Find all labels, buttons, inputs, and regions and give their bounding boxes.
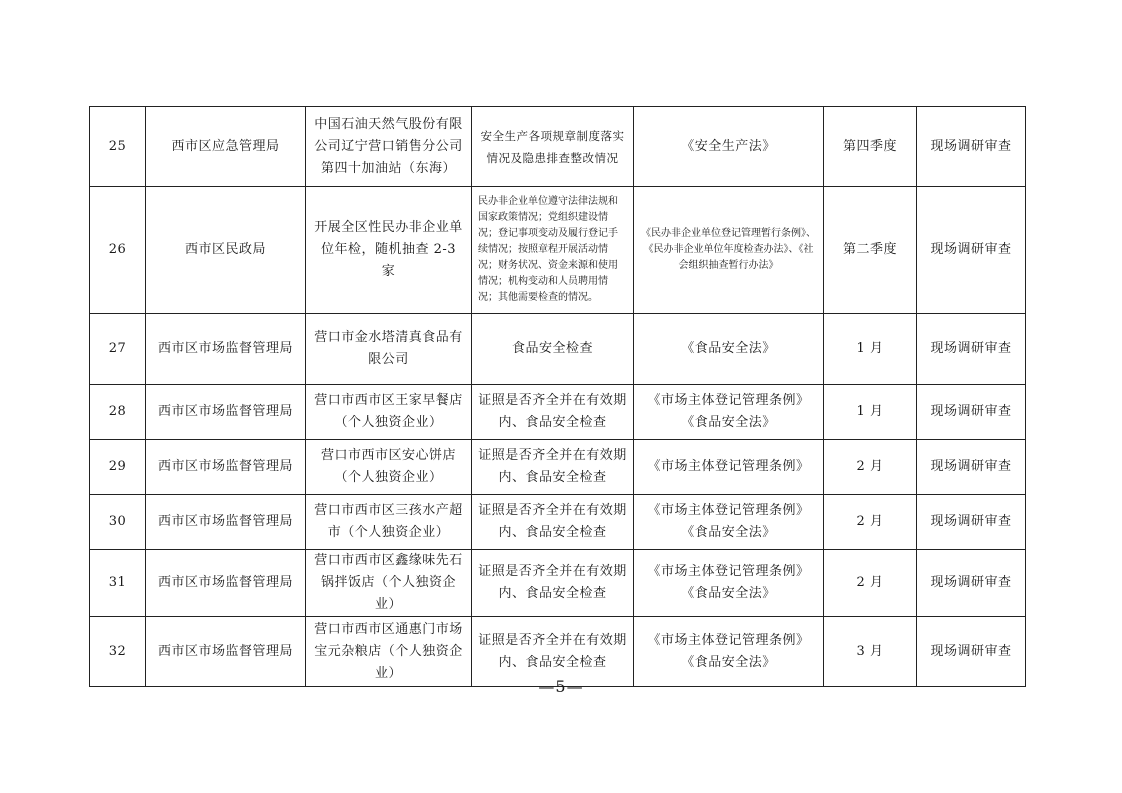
- department-cell: 西市区市场监督管理局: [146, 617, 306, 687]
- method-cell: 现场调研审查: [917, 495, 1026, 550]
- target-cell: 营口市西市区王家早餐店（个人独资企业）: [306, 385, 472, 440]
- basis-cell: 《市场主体登记管理条例》《食品安全法》: [634, 385, 824, 440]
- target-cell: 营口市西市区通惠门市场宝元杂粮店（个人独资企业）: [306, 617, 472, 687]
- content-cell: 证照是否齐全并在有效期内、食品安全检查: [472, 550, 634, 617]
- page-number: —5—: [538, 677, 584, 696]
- content-cell: 证照是否齐全并在有效期内、食品安全检查: [472, 440, 634, 495]
- content-cell: 食品安全检查: [472, 314, 634, 385]
- basis-cell: 《市场主体登记管理条例》《食品安全法》: [634, 495, 824, 550]
- time-cell: 2 月: [824, 495, 917, 550]
- table-row: [90, 550, 1026, 617]
- method-cell: 现场调研审查: [917, 617, 1026, 687]
- time-cell: 第二季度: [824, 187, 917, 314]
- method-cell: 现场调研审查: [917, 440, 1026, 495]
- target-cell: 开展全区性民办非企业单位年检，随机抽查 2-3 家: [306, 187, 472, 314]
- table-row: [90, 107, 1026, 187]
- department-cell: 西市区市场监督管理局: [146, 385, 306, 440]
- content-cell: 民办非企业单位遵守法律法规和国家政策情况；党组织建设情况；登记事项变动及履行登记手续情况；按照章程开展活动情况；财务状况、资金来源和使用情况；机构变动和人员聘用情况；其他需要检查的情况。: [472, 187, 634, 314]
- basis-cell: 《市场主体登记管理条例》《食品安全法》: [634, 617, 824, 687]
- department-cell: 西市区应急管理局: [146, 107, 306, 187]
- time-cell: 1 月: [824, 385, 917, 440]
- basis-cell: 《市场主体登记管理条例》《食品安全法》: [634, 550, 824, 617]
- department-cell: 西市区市场监督管理局: [146, 440, 306, 495]
- time-cell: 2 月: [824, 440, 917, 495]
- row-number: 27: [90, 314, 146, 385]
- content-cell: 证照是否齐全并在有效期内、食品安全检查: [472, 495, 634, 550]
- time-cell: 3 月: [824, 617, 917, 687]
- table-row: [90, 385, 1026, 440]
- table-row: [90, 495, 1026, 550]
- row-number: 30: [90, 495, 146, 550]
- method-cell: 现场调研审查: [917, 385, 1026, 440]
- table-row: [90, 187, 1026, 314]
- content-cell: 证照是否齐全并在有效期内、食品安全检查: [472, 385, 634, 440]
- basis-cell: 《安全生产法》: [634, 107, 824, 187]
- method-cell: 现场调研审查: [917, 314, 1026, 385]
- department-cell: 西市区市场监督管理局: [146, 550, 306, 617]
- table-row: [90, 440, 1026, 495]
- time-cell: 第四季度: [824, 107, 917, 187]
- basis-cell: 《民办非企业单位登记管理暂行条例》、《民办非企业单位年度检查办法》、《社会组织抽查暂行办法》: [634, 187, 824, 314]
- method-cell: 现场调研审查: [917, 187, 1026, 314]
- target-cell: 营口市西市区鑫缘味先石锅拌饭店（个人独资企业）: [306, 550, 472, 617]
- basis-cell: 《市场主体登记管理条例》: [634, 440, 824, 495]
- row-number: 25: [90, 107, 146, 187]
- row-number: 31: [90, 550, 146, 617]
- row-number: 26: [90, 187, 146, 314]
- inspection-plan-table: [89, 106, 1026, 687]
- target-cell: 营口市西市区安心饼店（个人独资企业）: [306, 440, 472, 495]
- row-number: 29: [90, 440, 146, 495]
- content-cell: 安全生产各项规章制度落实情况及隐患排查整改情况: [472, 107, 634, 187]
- target-cell: 营口市西市区三孩水产超市（个人独资企业）: [306, 495, 472, 550]
- basis-cell: 《食品安全法》: [634, 314, 824, 385]
- time-cell: 1 月: [824, 314, 917, 385]
- target-cell: 营口市金水塔清真食品有限公司: [306, 314, 472, 385]
- department-cell: 西市区民政局: [146, 187, 306, 314]
- department-cell: 西市区市场监督管理局: [146, 495, 306, 550]
- department-cell: 西市区市场监督管理局: [146, 314, 306, 385]
- method-cell: 现场调研审查: [917, 107, 1026, 187]
- time-cell: 2 月: [824, 550, 917, 617]
- row-number: 32: [90, 617, 146, 687]
- target-cell: 中国石油天然气股份有限公司辽宁营口销售分公司第四十加油站（东海）: [306, 107, 472, 187]
- method-cell: 现场调研审查: [917, 550, 1026, 617]
- table-row: [90, 314, 1026, 385]
- table-row: [90, 617, 1026, 687]
- content-cell: 证照是否齐全并在有效期内、食品安全检查: [472, 617, 634, 687]
- row-number: 28: [90, 385, 146, 440]
